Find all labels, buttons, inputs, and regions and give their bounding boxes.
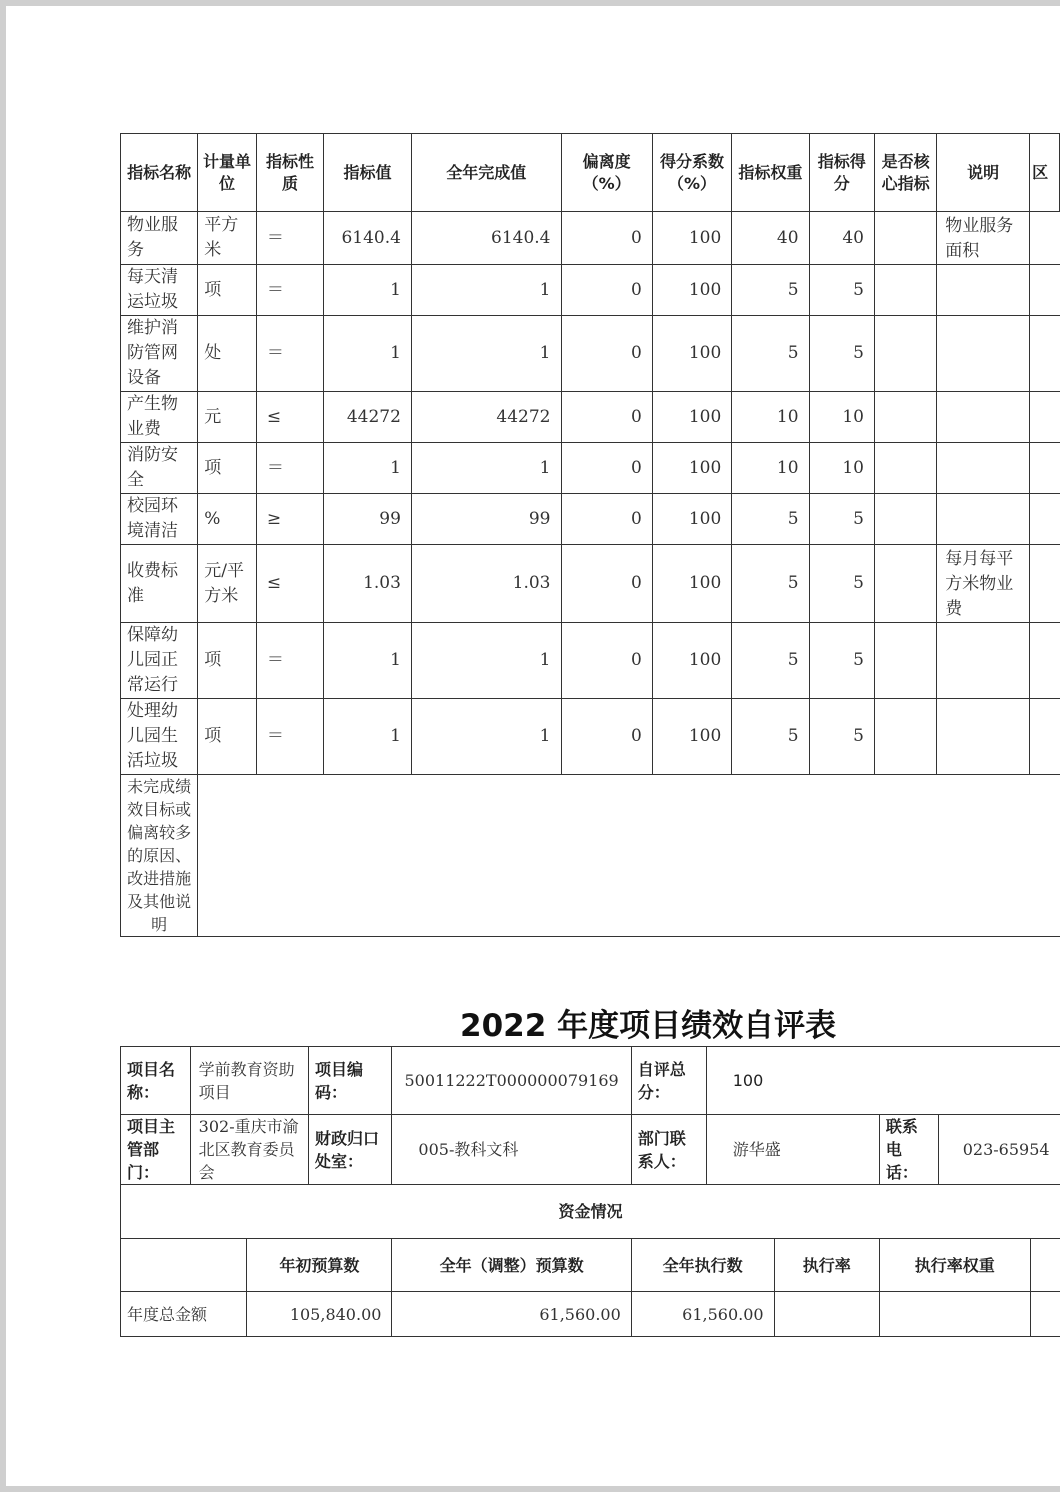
indicator-nature: ＝ (256, 265, 323, 316)
indicator-coefficient: 100 (652, 494, 732, 545)
project-row-1 (121, 1047, 1060, 1115)
indicator-cut-off-cell (1030, 212, 1060, 265)
indicator-row (121, 699, 1060, 775)
indicator-target: 6140.4 (324, 212, 412, 265)
indicator-core (875, 443, 937, 494)
indicator-actual: 1 (411, 316, 561, 392)
indicator-cut-off-cell (1030, 443, 1060, 494)
header-unit: 计量单位 (198, 134, 257, 212)
indicator-weight: 5 (732, 265, 809, 316)
contact-label: 部门联系人： (631, 1115, 706, 1185)
indicator-unit: 项 (198, 699, 257, 775)
page-title: 2022 年度项目绩效自评表 (460, 1008, 837, 1044)
indicator-unit: 元 (198, 392, 257, 443)
funds-header-row (121, 1239, 1060, 1292)
contact-value: 游华盛 (706, 1115, 879, 1185)
header-weight: 指标权重 (732, 134, 809, 212)
project-info-table (120, 1046, 1060, 1337)
funds-header-exec-rate: 执行率 (774, 1239, 879, 1292)
indicator-nature: ＝ (256, 316, 323, 392)
indicator-core (875, 392, 937, 443)
indicator-coefficient: 100 (652, 545, 732, 623)
funds-header-blank (121, 1239, 247, 1292)
indicator-nature: ＝ (256, 212, 323, 265)
funds-header-adjusted-budget: 全年（调整）预算数 (392, 1239, 631, 1292)
funds-header-executed: 全年执行数 (631, 1239, 774, 1292)
indicator-coefficient: 100 (652, 623, 732, 699)
indicator-row (121, 545, 1060, 623)
indicator-actual: 1.03 (411, 545, 561, 623)
project-name-value: 学前教育资助项目 (190, 1047, 308, 1115)
indicator-core (875, 494, 937, 545)
indicator-weight: 5 (732, 316, 809, 392)
indicator-target: 1 (324, 699, 412, 775)
indicator-name: 校园环境清洁 (121, 494, 198, 545)
indicator-actual: 1 (411, 699, 561, 775)
indicator-name: 每天清运垃圾 (121, 265, 198, 316)
indicator-table (120, 133, 1060, 937)
indicator-deviation: 0 (561, 545, 652, 623)
remark-label: 未完成绩效目标或偏离较多的原因、改进措施及其他说明 (121, 775, 198, 937)
indicator-weight: 5 (732, 545, 809, 623)
indicator-note (937, 265, 1030, 316)
header-cut-off: 区 (1030, 134, 1060, 212)
indicator-score: 5 (809, 623, 874, 699)
indicator-name: 消防安全 (121, 443, 198, 494)
indicator-cut-off-cell (1030, 265, 1060, 316)
indicator-target: 1 (324, 265, 412, 316)
header-core-indicator: 是否核心指标 (875, 134, 937, 212)
header-actual-value: 全年完成值 (411, 134, 561, 212)
indicator-cut-off-cell (1030, 623, 1060, 699)
indicator-weight: 10 (732, 443, 809, 494)
self-score-label: 自评总分： (631, 1047, 706, 1115)
header-note: 说明 (937, 134, 1030, 212)
indicator-deviation: 0 (561, 212, 652, 265)
project-code-value: 50011222T000000079169 (392, 1047, 631, 1115)
indicator-coefficient: 100 (652, 265, 732, 316)
indicator-unit: 处 (198, 316, 257, 392)
indicator-core (875, 623, 937, 699)
indicator-cut-off-cell (1030, 392, 1060, 443)
header-nature: 指标性质 (256, 134, 323, 212)
indicator-cut-off-cell (1030, 316, 1060, 392)
header-indicator-name: 指标名称 (121, 134, 198, 212)
indicator-score: 10 (809, 392, 874, 443)
funds-initial-budget: 105,840.00 (247, 1292, 392, 1337)
remark-value (198, 775, 1060, 937)
indicator-weight: 10 (732, 392, 809, 443)
indicator-name: 产生物业费 (121, 392, 198, 443)
indicator-target: 99 (324, 494, 412, 545)
indicator-name: 收费标准 (121, 545, 198, 623)
indicator-target: 1.03 (324, 545, 412, 623)
indicator-actual: 99 (411, 494, 561, 545)
indicator-target: 1 (324, 623, 412, 699)
indicator-unit: 项 (198, 265, 257, 316)
funds-total-row (121, 1292, 1060, 1337)
header-deviation: 偏离度（%） (561, 134, 652, 212)
phone-value: 023-65954 (938, 1115, 1060, 1185)
header-score: 指标得分 (809, 134, 874, 212)
funds-section-title: 资金情况 (121, 1185, 1060, 1239)
indicator-target: 1 (324, 443, 412, 494)
indicator-actual: 1 (411, 623, 561, 699)
indicator-actual: 1 (411, 265, 561, 316)
indicator-coefficient: 100 (652, 443, 732, 494)
indicator-note (937, 494, 1030, 545)
finance-office-label: 财政归口处室： (309, 1115, 392, 1185)
indicator-score: 5 (809, 265, 874, 316)
funds-exec-weight (879, 1292, 1030, 1337)
funds-exec-rate (774, 1292, 879, 1337)
funds-header-initial-budget: 年初预算数 (247, 1239, 392, 1292)
indicator-unit: 项 (198, 623, 257, 699)
indicator-score: 5 (809, 699, 874, 775)
indicator-coefficient: 100 (652, 392, 732, 443)
indicator-actual: 44272 (411, 392, 561, 443)
funds-total-label: 年度总金额 (121, 1292, 247, 1337)
remark-row (121, 775, 1060, 937)
indicator-nature: ≤ (256, 392, 323, 443)
indicator-note: 每月每平方米物业费 (937, 545, 1030, 623)
indicator-note: 物业服务面积 (937, 212, 1030, 265)
indicator-unit: 元/平方米 (198, 545, 257, 623)
indicator-weight: 5 (732, 699, 809, 775)
dept-label: 项目主管部门： (121, 1115, 191, 1185)
indicator-deviation: 0 (561, 623, 652, 699)
indicator-name: 处理幼儿园生活垃圾 (121, 699, 198, 775)
project-name-label: 项目名称： (121, 1047, 191, 1115)
indicator-deviation: 0 (561, 494, 652, 545)
funds-header-cut-off (1030, 1239, 1060, 1292)
indicator-nature: ＝ (256, 623, 323, 699)
indicator-name: 维护消防管网设备 (121, 316, 198, 392)
indicator-note (937, 316, 1030, 392)
indicator-coefficient: 100 (652, 316, 732, 392)
indicator-score: 5 (809, 316, 874, 392)
indicator-header-row (121, 134, 1060, 212)
indicator-core (875, 212, 937, 265)
funds-section-row (121, 1185, 1060, 1239)
indicator-actual: 1 (411, 443, 561, 494)
phone-label: 联系电话： (879, 1115, 938, 1185)
funds-adjusted-budget: 61,560.00 (392, 1292, 631, 1337)
document-page (6, 6, 1060, 1486)
indicator-name: 保障幼儿园正常运行 (121, 623, 198, 699)
indicator-name: 物业服务 (121, 212, 198, 265)
indicator-row (121, 623, 1060, 699)
self-score-value: 100 (706, 1047, 1060, 1115)
indicator-core (875, 699, 937, 775)
indicator-nature: ≤ (256, 545, 323, 623)
indicator-note (937, 392, 1030, 443)
indicator-note (937, 699, 1030, 775)
project-row-2 (121, 1115, 1060, 1185)
indicator-weight: 5 (732, 623, 809, 699)
indicator-unit: % (198, 494, 257, 545)
indicator-deviation: 0 (561, 392, 652, 443)
indicator-target: 1 (324, 316, 412, 392)
indicator-actual: 6140.4 (411, 212, 561, 265)
indicator-deviation: 0 (561, 699, 652, 775)
indicator-weight: 5 (732, 494, 809, 545)
indicator-row (121, 265, 1060, 316)
indicator-score: 10 (809, 443, 874, 494)
header-score-coefficient: 得分系数（%） (652, 134, 732, 212)
indicator-coefficient: 100 (652, 212, 732, 265)
indicator-weight: 40 (732, 212, 809, 265)
indicator-coefficient: 100 (652, 699, 732, 775)
indicator-row (121, 212, 1060, 265)
funds-header-exec-weight: 执行率权重 (879, 1239, 1030, 1292)
indicator-nature: ＝ (256, 699, 323, 775)
indicator-cut-off-cell (1030, 494, 1060, 545)
indicator-unit: 项 (198, 443, 257, 494)
project-code-label: 项目编码： (309, 1047, 392, 1115)
indicator-deviation: 0 (561, 265, 652, 316)
indicator-unit: 平方米 (198, 212, 257, 265)
indicator-core (875, 545, 937, 623)
indicator-row (121, 443, 1060, 494)
indicator-row (121, 316, 1060, 392)
indicator-note (937, 443, 1030, 494)
indicator-deviation: 0 (561, 316, 652, 392)
indicator-cut-off-cell (1030, 545, 1060, 623)
indicator-nature: ≥ (256, 494, 323, 545)
indicator-target: 44272 (324, 392, 412, 443)
indicator-score: 5 (809, 494, 874, 545)
indicator-row (121, 392, 1060, 443)
header-target-value: 指标值 (324, 134, 412, 212)
indicator-deviation: 0 (561, 443, 652, 494)
indicator-row (121, 494, 1060, 545)
indicator-score: 40 (809, 212, 874, 265)
funds-total-cut-off (1030, 1292, 1060, 1337)
dept-value: 302-重庆市渝北区教育委员会 (190, 1115, 308, 1185)
indicator-note (937, 623, 1030, 699)
funds-executed: 61,560.00 (631, 1292, 774, 1337)
finance-office-value: 005-教科文科 (392, 1115, 631, 1185)
indicator-cut-off-cell (1030, 699, 1060, 775)
indicator-core (875, 265, 937, 316)
indicator-core (875, 316, 937, 392)
indicator-nature: ＝ (256, 443, 323, 494)
indicator-score: 5 (809, 545, 874, 623)
